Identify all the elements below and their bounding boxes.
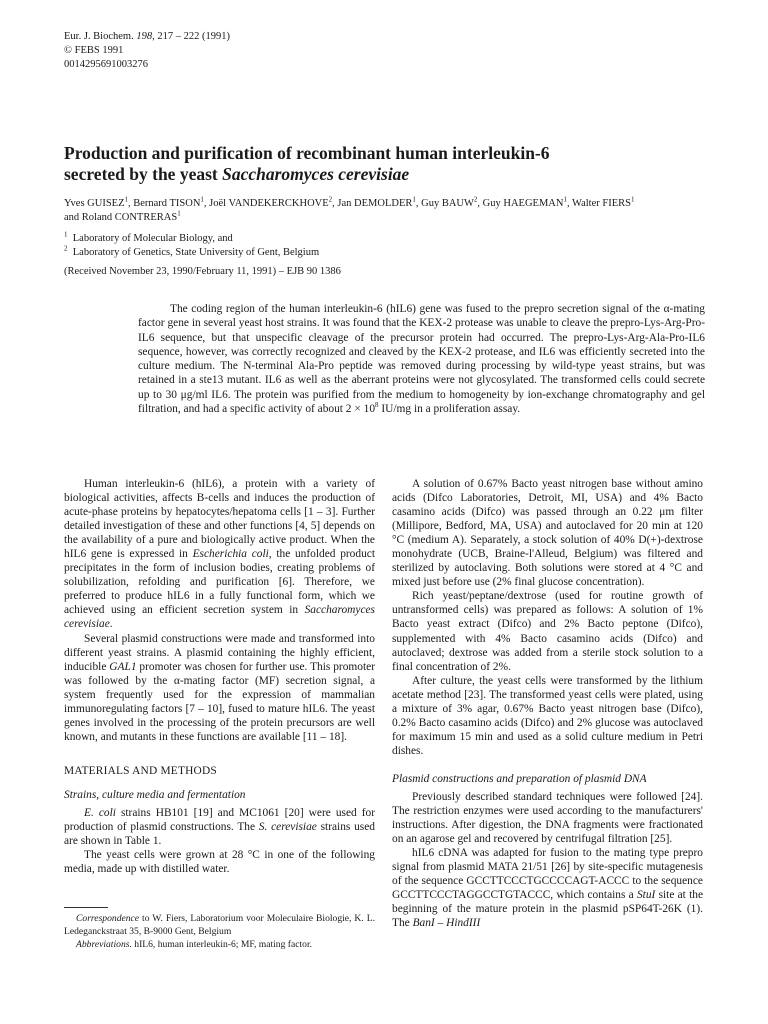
author-list: Yves GUISEZ$^1$, Bernard TISON$^1$, Joël VANDEKERCKHOVE$^2$, Jan DEMOLDER$^1$, Guy BAUW$^2$, Guy HAEGEMAN$^1$, Walter FIERS$^1$ and Roland CONTRERAS$^1$ — [64, 195, 635, 223]
intro-paragraph-1: Human interleukin-6 (hIL6), a protein with a variety of biological activities, affects B-cells and induces the production of acute-phase proteins by hepatocytes/hepatoma cells [1 – 3]. Further detailed investigation of these and other functions [4, 5] depends on the availability of a pure and biologically active product. When the hIL6 gene is expressed in Escherichia coli, the unfolded product precipitates in the form of inclusion bodies, creating problems of solubilization, refolding and purification [6]. Therefore, we preferred to produce hIL6 in a fully functional form, which we achieved using an efficient secretion system in Saccharomyces cerevisiae. — [64, 478, 375, 631]
affiliation-1: $^1$ Laboratory of Molecular Biology, and — [64, 230, 233, 244]
strains-subheading: Strains, culture media and fermentation — [64, 788, 246, 801]
abbreviations-note: Abbreviations. hIL6, human interleukin-6; MF, mating factor. — [76, 939, 313, 950]
abstract-paragraph: The coding region of the human interleukin-6 (hIL6) gene was fused to the prepro secretion signal of the α-mating factor gene in several yeast host strains. It was found that the KEX-2 protease was unable to cleave the prepro-Lys-Arg-Pro-IL6 sequence, but that unspecific cleavage of the precursor protein had occurred. The prepro-Lys-Arg-Ala-Pro-IL6 sequence, however, was correctly recognized and cleaved by the KEX-2 protease, and IL6 was efficiently secreted into the culture medium. The N-terminal Ala-Pro peptide was removed during processing by wild-type yeast strains, but was retained in a ste13 mutant. IL6 as well as the aberrant proteins were not glycosylated. The transformed cells could secrete up to 30 μg/ml IL6. The protein was purified from the medium to homogeneity by ion-exchange chromatography and gel filtration, and had a specific activity of about $2 \times 10^8$ IU/mg in a proliferation assay. — [138, 303, 705, 416]
copyright-line: © FEBS 1991 — [64, 45, 124, 56]
author: Guy HAEGEMAN$^1$ — [482, 195, 567, 209]
author: Guy BAUW$^2$ — [421, 195, 478, 209]
left-column — [64, 477, 375, 876]
affiliation-2: $^2$ Laboratory of Genetics, State University of Gent, Belgium — [64, 244, 320, 258]
affiliations — [64, 232, 724, 260]
right-column — [392, 477, 703, 930]
footnote-rule — [64, 907, 108, 908]
author-conjunction: and — [64, 212, 82, 223]
author: Bernard TISON$^1$ — [133, 195, 204, 209]
plasmid-paragraph-2: hIL6 cDNA was adapted for fusion to the mating type prepro signal from plasmid MATA 21/51 [26] by site-specific mutagenesis of the sequence GCCTTCCCTGCCCCAGT-ACCC to the sequence GCCTTCCCTAGGCCTGTACCC, which contains a StuI site at the beginning of the mature protein in the plasmid pSP64T-26K (1). The BanI – HindIII — [392, 847, 704, 930]
author: Roland CONTRERAS$^1$ — [81, 209, 181, 223]
journal-volume: 198 — [136, 31, 153, 42]
author: Joël VANDEKERCKHOVE$^2$ — [209, 195, 333, 209]
author: Walter FIERS$^1$ — [572, 195, 635, 209]
strains-paragraph-1: E. coli strains HB101 [19] and MC1061 [20] were used for production of plasmid constructions. The S. cerevisiae strains used are shown in Table 1. — [64, 806, 376, 848]
title-line-1: Production and purification of recombinant human interleukin-6 — [64, 143, 550, 163]
plasmid-paragraph-1: Previously described standard techniques were followed [24]. The restriction enzymes were used according to the manufacturers' instructions. After digestion, the DNA fragments were fractionated on an agarose gel and recovered by centrifugal filtration [25]. — [392, 790, 703, 846]
paper-title — [64, 143, 724, 185]
received-dates: (Received November 23, 1990/February 11, 1991) – EJB 90 1386 — [64, 266, 341, 277]
methods-heading: MATERIALS AND METHODS — [64, 764, 217, 777]
author: Yves GUISEZ$^1$ — [64, 195, 128, 209]
media-paragraph-2: Rich yeast/peptane/dextrose (used for routine growth of untransformed cells) was prepared as follows: A solution of 1% Bacto yeast extract (Difco) and 2% Bacto peptone (Difco), supplemented with 4% Bacto casamino acids (Difco) and autoclaved; dextrose was added from a sterile stock solution to a final concentration of 2%. — [392, 590, 703, 673]
plasmid-subheading: Plasmid constructions and preparation of plasmid DNA — [392, 772, 647, 785]
article-code: 0014295691003276 — [64, 59, 148, 70]
journal-citation: Eur. J. Biochem. 198, 217 – 222 (1991) — [64, 31, 230, 42]
intro-paragraph-2: Several plasmid constructions were made and transformed into different yeast strains. A plasmid containing the highly efficient, inducible GAL1 promoter was chosen for further use. This promoter was followed by the α-mating factor (MF) secretion signal, a system frequently used for the expression of mammalian immunoregulating factors [7 – 10], fused to mature hIL6. The yeast genes involved in the processing of the protein precursors are well known, and mutants in these functions are available [11 – 18]. — [64, 632, 375, 743]
species-name: Saccharomyces cerevisiae — [222, 164, 410, 184]
abstract — [138, 302, 705, 416]
strains-paragraph-2: The yeast cells were grown at 28 °C in one of the following media, made up with distilled water. — [64, 849, 375, 876]
title-line-2: secreted by the yeast Saccharomyces cerevisiae — [64, 164, 410, 184]
footnotes — [64, 912, 375, 951]
media-paragraph-1: A solution of 0.67% Bacto yeast nitrogen base without amino acids (Difco Laboratories, Detroit, MI, USA) and 4% Bacto casamino acids (Difco) was passed through an 0.22 μm filter (Millipore, Bedford, MA, USA) and autoclaved for 20 min at 120 °C (medium A). Separately, a stock solution of 40% D(+)-dextrose monohydrate (UCB, Braine-l'Alleud, Belgium) was filtered and sterilized by autoclaving. Both solutions were stored at 4 °C and mixed just before use (2% final glucose concentration). — [392, 478, 703, 589]
media-paragraph-3: After culture, the yeast cells were transformed by the lithium acetate method [23]. The transformed yeast cells were plated, using a mixture of 3% agar, 0.67% Bacto yeast nitrogen base (Difco), 0.2% Bacto casamino acids (Difco) and 2% glucose was autoclaved for maximum 15 min and used as a solid culture medium in Petri dishes. — [392, 674, 703, 757]
author: Jan DEMOLDER$^1$ — [337, 195, 416, 209]
correspondence-note: Correspondence to W. Fiers, Laboratorium voor Moleculaire Biologie, K. L. Ledeganckstraat 35, B-9000 Gent, Belgium — [64, 913, 375, 937]
journal-header — [64, 30, 230, 72]
